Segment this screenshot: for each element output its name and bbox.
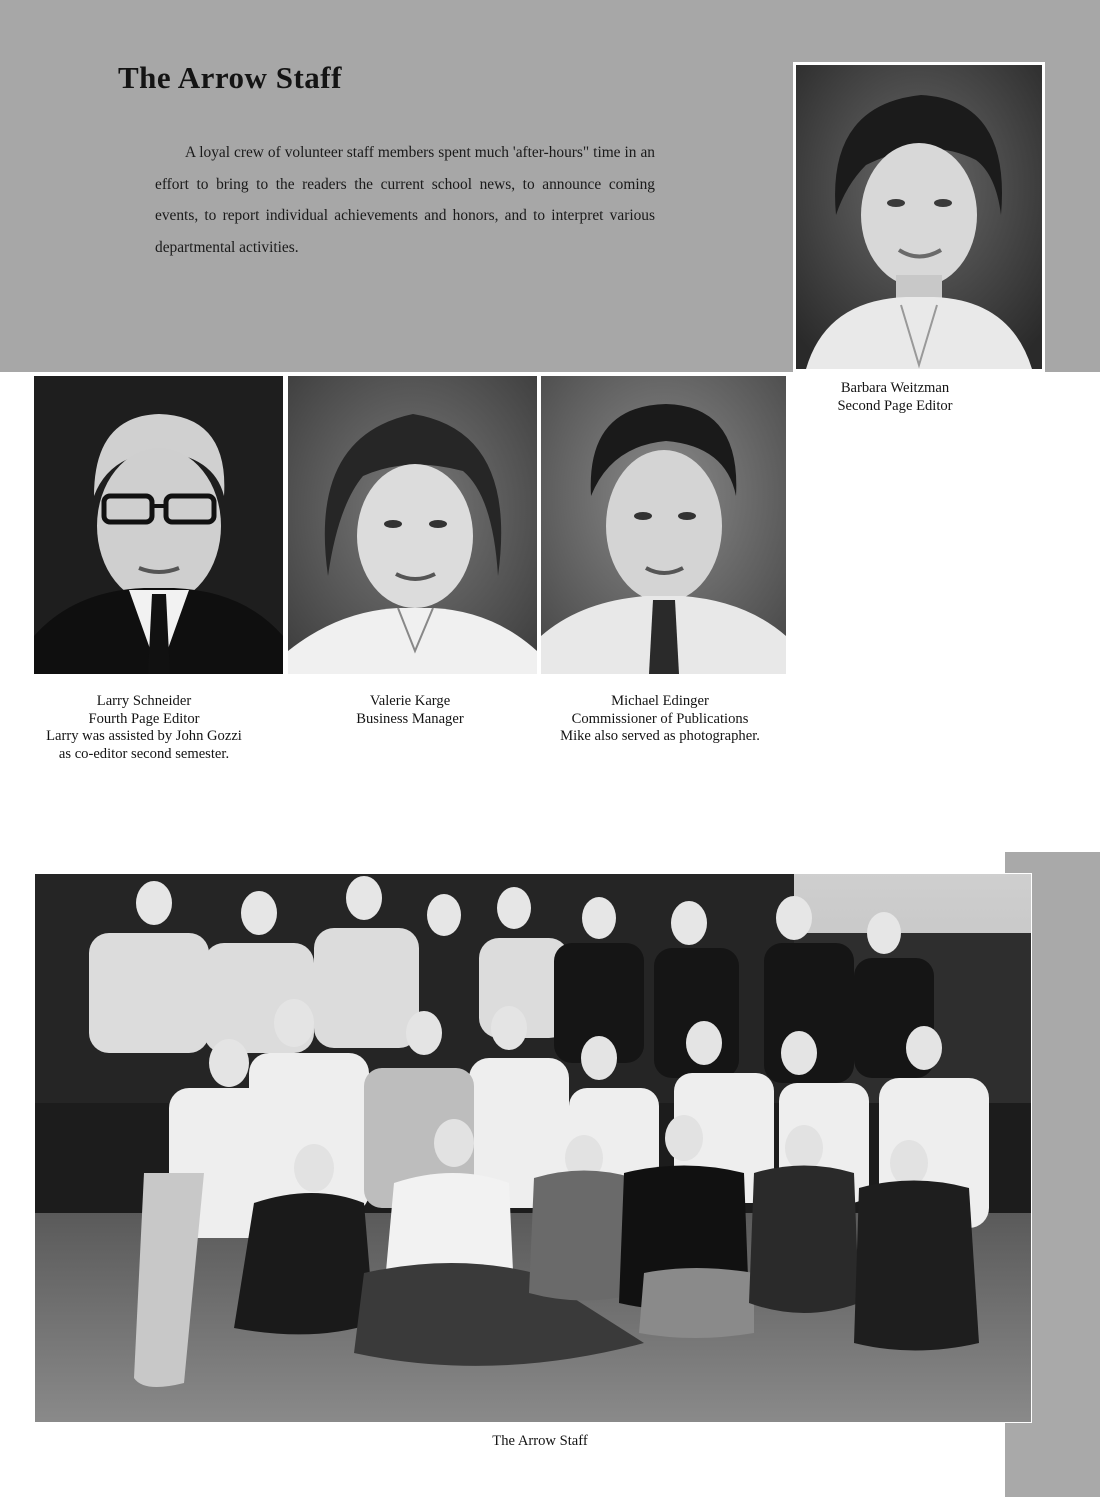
group-photo-caption: The Arrow Staff <box>492 1433 588 1449</box>
caption-barbara <box>800 380 990 415</box>
larry-name: Larry Schneider <box>96 693 192 709</box>
valerie-name: Valerie Karge <box>369 693 451 709</box>
larry-role: Fourth Page Editor <box>88 710 200 727</box>
valerie-role: Business Manager <box>356 710 464 727</box>
group-photo <box>34 873 1032 1423</box>
caption-valerie <box>320 693 500 728</box>
portrait-barbara-weitzman <box>793 62 1045 372</box>
barbara-role: Second Page Editor <box>837 397 953 414</box>
caption-larry <box>14 693 274 763</box>
larry-note-line1: Larry was assisted by John Gozzi <box>46 728 242 744</box>
portrait-valerie-karge <box>288 376 537 674</box>
page-white-area-right <box>1005 372 1100 852</box>
michael-name: Michael Edinger <box>611 693 709 709</box>
portrait-michael-edinger <box>541 376 786 674</box>
michael-note: Mike also served as photographer. <box>560 728 760 744</box>
intro-paragraph: A loyal crew of volunteer staff members spent much 'after-hours" time in an effort to bring to the readers the current school news, to announce coming events, to report individual achievements and honors, and to interpret various departmental activities. <box>155 144 655 256</box>
larry-note-line2: as co-editor second semester. <box>58 745 230 762</box>
caption-michael <box>520 693 800 746</box>
portrait-larry-schneider <box>34 376 283 674</box>
page-title: The Arrow Staff <box>118 60 342 95</box>
barbara-name: Barbara Weitzman <box>840 380 950 396</box>
michael-role: Commissioner of Publications <box>571 710 749 727</box>
